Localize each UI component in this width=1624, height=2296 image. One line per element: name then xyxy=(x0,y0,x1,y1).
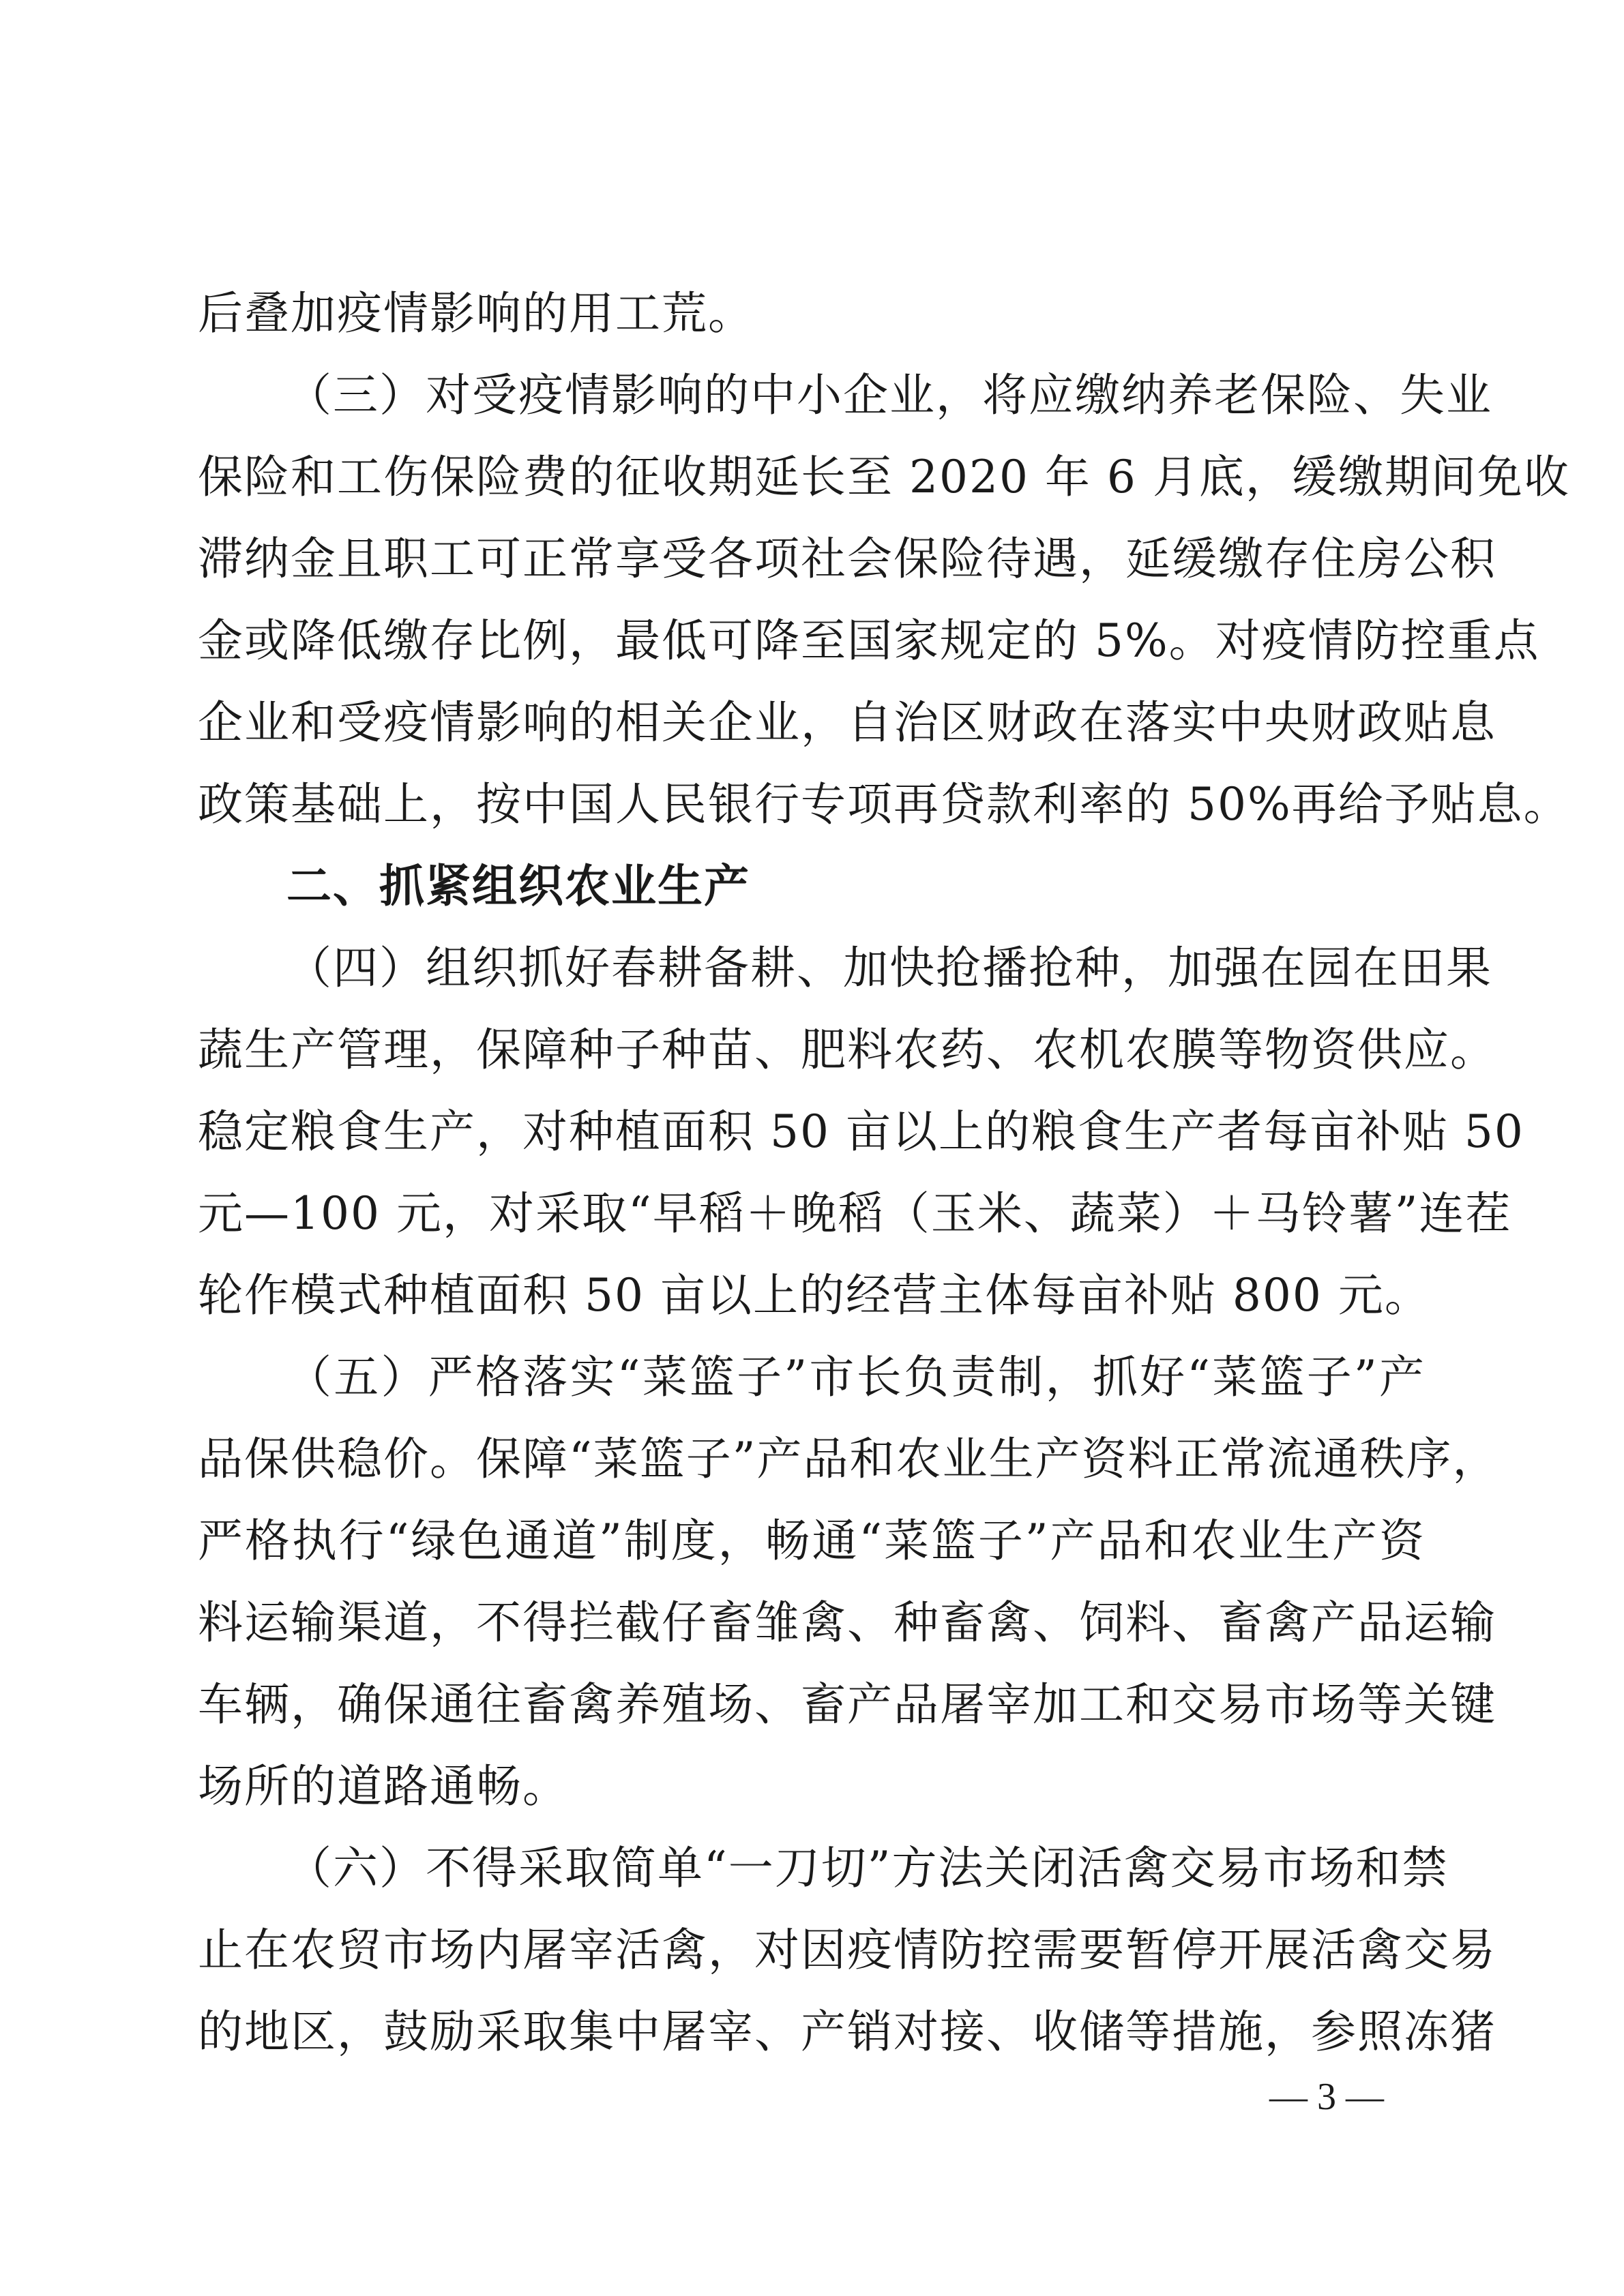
text-line: 的地区，鼓励采取集中屠宰、产销对接、收储等措施，参照冻猪 xyxy=(198,2006,1496,2058)
text-line: 金或降低缴存比例，最低可降至国家规定的 5%。对疫情防控重点 xyxy=(198,614,1540,667)
text-line: 政策基础上，按中国人民银行专项再贷款利率的 50%再给予贴息。 xyxy=(198,778,1570,831)
text-line: 轮作模式种植面积 50 亩以上的经营主体每亩补贴 800 元。 xyxy=(198,1269,1431,1322)
text-line: 元—100 元，对采取“早稻＋晚稻（玉米、蔬菜）＋马铃薯”连茬 xyxy=(198,1187,1512,1240)
text-line: （五）严格落实“菜篮子”市长负责制，抓好“菜篮子”产 xyxy=(286,1351,1426,1403)
text-line: 场所的道路通畅。 xyxy=(198,1760,569,1813)
page-number: — 3 — xyxy=(1269,2076,1384,2118)
text-line: 品保供稳价。保障“菜篮子”产品和农业生产资料正常流通秩序， xyxy=(198,1433,1499,1485)
text-line: （六）不得采取简单“一刀切”方法关闭活禽交易市场和禁 xyxy=(286,1842,1449,1894)
text-line: （四）组织抓好春耕备耕、加快抢播抢种，加强在园在田果 xyxy=(286,942,1492,994)
text-line: 车辆，确保通往畜禽养殖场、畜产品屠宰加工和交易市场等关键 xyxy=(198,1678,1496,1731)
text-line: 料运输渠道，不得拦截仔畜雏禽、种畜禽、饲料、畜禽产品运输 xyxy=(198,1596,1496,1649)
text-line: （三）对受疫情影响的中小企业，将应缴纳养老保险、失业 xyxy=(286,369,1492,421)
section-heading: 二、抓紧组织农业生产 xyxy=(286,860,750,912)
text-line: 保险和工伤保险费的征收期延长至 2020 年 6 月底，缓缴期间免收 xyxy=(198,451,1570,503)
text-line: 止在农贸市场内屠宰活禽，对因疫情防控需要暂停开展活禽交易 xyxy=(198,1924,1496,1976)
text-line: 后叠加疫情影响的用工荒。 xyxy=(198,287,754,340)
text-line: 滞纳金且职工可正常享受各项社会保险待遇，延缓缴存住房公积 xyxy=(198,533,1496,585)
text-line: 稳定粮食生产，对种植面积 50 亩以上的粮食生产者每亩补贴 50 xyxy=(198,1105,1524,1158)
text-line: 严格执行“绿色通道”制度，畅通“菜篮子”产品和农业生产资 xyxy=(198,1515,1426,1567)
text-line: 蔬生产管理，保障种子种苗、肥料农药、农机农膜等物资供应。 xyxy=(198,1024,1496,1076)
text-line: 企业和受疫情影响的相关企业，自治区财政在落实中央财政贴息 xyxy=(198,696,1496,749)
